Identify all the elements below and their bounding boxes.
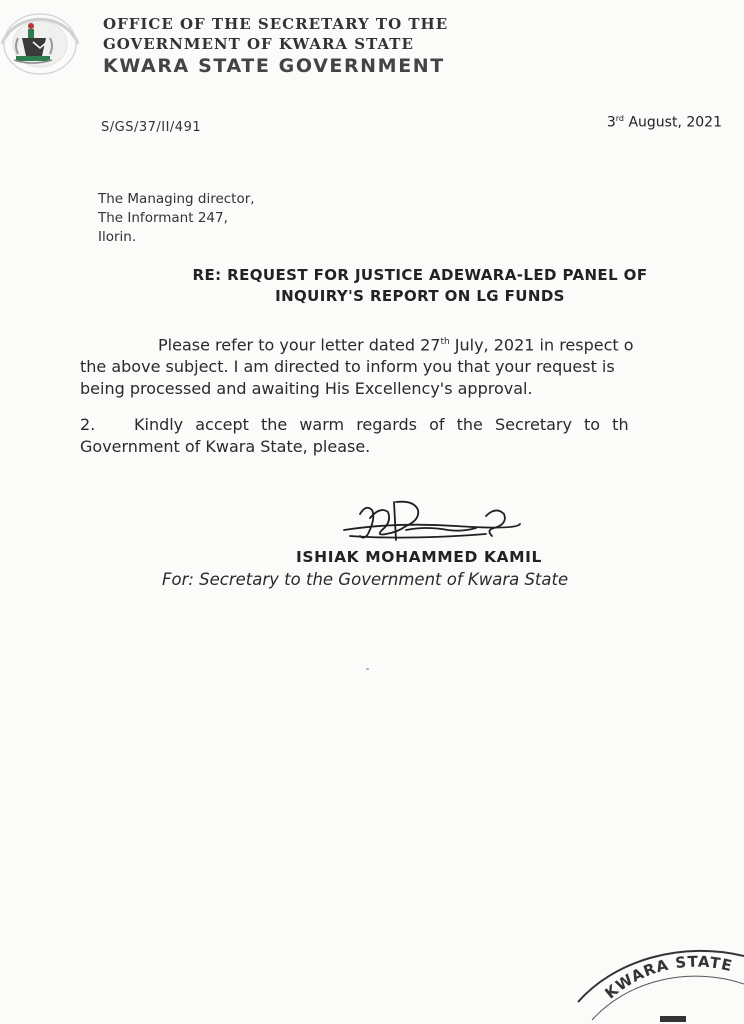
signatory-name: ISHIAK MOHAMMED KAMIL xyxy=(296,548,543,566)
letterhead-state-government: KWARA STATE GOVERNMENT xyxy=(103,55,445,77)
scan-speck xyxy=(366,668,369,670)
letterhead-office: OFFICE OF THE SECRETARY TO THE xyxy=(103,15,449,33)
recipient-address xyxy=(98,190,255,247)
stamp-text: KWARA STATE xyxy=(601,952,735,1003)
reference-number: S/GS/37/II/491 xyxy=(101,120,202,135)
paragraph-2: 2. Kindly accept the warm regards of the Secretary to th Government of Kwara State, please. xyxy=(80,415,629,456)
letter-date: 3rd August, 2021 xyxy=(606,114,722,131)
recipient-line: The Managing director, xyxy=(98,191,255,207)
paragraph-number: 2. xyxy=(80,415,96,434)
official-stamp xyxy=(570,936,744,1024)
subject-heading xyxy=(100,265,740,307)
subject-line: RE: REQUEST FOR JUSTICE ADEWARA-LED PANEL OF xyxy=(192,266,648,284)
letterhead xyxy=(103,14,448,78)
recipient-line: Ilorin. xyxy=(98,229,137,245)
handwritten-signature xyxy=(336,496,526,548)
subject-line: INQUIRY'S REPORT ON LG FUNDS xyxy=(275,287,565,305)
letterhead-government: GOVERNMENT OF KWARA STATE xyxy=(103,35,414,53)
coat-of-arms-icon xyxy=(0,4,80,76)
paragraph-1: Please refer to your letter dated 27th July, 2021 in respect o the above subject. I am directed to inform you that your request is being processed and awaiting His Excellency's approval. xyxy=(80,335,634,399)
recipient-line: The Informant 247, xyxy=(98,210,228,226)
signatory-role: For: Secretary to the Government of Kwara State xyxy=(162,570,569,589)
